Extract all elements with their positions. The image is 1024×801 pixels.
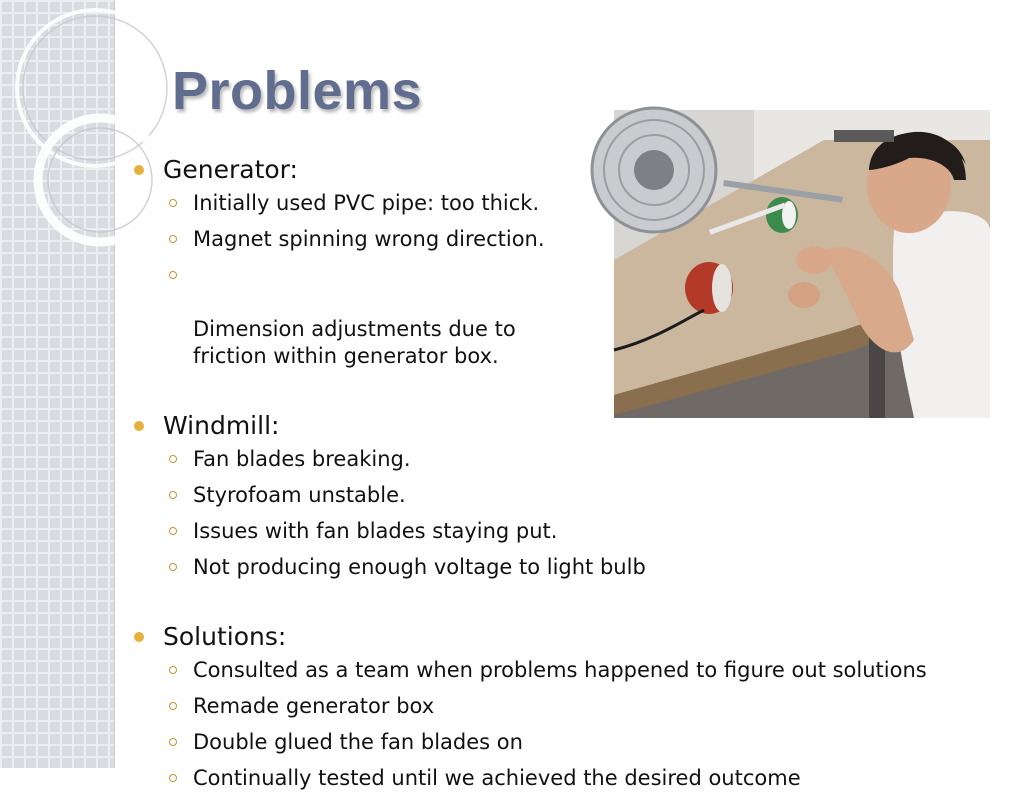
- sub-bullet-item: Continually tested until we achieved the desired outcome: [132, 765, 1012, 792]
- ring-bullet-icon: [169, 455, 177, 463]
- slide-body: [132, 150, 1012, 801]
- section-solutions: [132, 617, 1012, 792]
- bullet-dot-icon: [134, 165, 144, 175]
- ring-bullet-icon: [169, 702, 177, 710]
- section-windmill: [132, 406, 1012, 581]
- sub-bullet-item: Styrofoam unstable.: [132, 482, 1012, 509]
- bullet-item: [132, 406, 1012, 446]
- sub-bullet-list: [132, 657, 1012, 792]
- bullet-item: [132, 617, 1012, 657]
- section-generator: [132, 150, 1012, 370]
- ring-bullet-icon: [169, 491, 177, 499]
- sub-bullet-list: [132, 446, 1012, 581]
- sub-bullet-item: Dimension adjustments due to friction within generator box.: [132, 262, 1012, 370]
- slide-title: Problems: [172, 61, 423, 121]
- sub-bullet-item: Magnet spinning wrong direction.: [132, 226, 1012, 253]
- sub-bullet-item: Fan blades breaking.: [132, 446, 1012, 473]
- bullet-dot-icon: [134, 421, 144, 431]
- sub-bullet-item: Remade generator box: [132, 693, 1012, 720]
- section-label: Windmill:: [163, 411, 280, 440]
- section-label: Generator:: [163, 155, 298, 184]
- ring-bullet-icon: [169, 199, 177, 207]
- sub-bullet-item: Double glued the fan blades on: [132, 729, 1012, 756]
- ring-bullet-icon: [169, 738, 177, 746]
- decorative-circles: [0, 0, 130, 260]
- spacer: [132, 590, 1012, 617]
- bullet-item: [132, 150, 1012, 190]
- sub-bullet-item: Initially used PVC pipe: too thick.: [132, 190, 1012, 217]
- sub-bullet-item: Not producing enough voltage to light bulb: [132, 554, 1012, 581]
- ring-bullet-icon: [169, 235, 177, 243]
- ring-bullet-icon: [169, 527, 177, 535]
- sub-bullet-item: Consulted as a team when problems happened to figure out solutions: [132, 657, 1012, 684]
- bullet-dot-icon: [134, 632, 144, 642]
- section-label: Solutions:: [163, 622, 287, 651]
- sub-bullet-item: Issues with fan blades staying put.: [132, 518, 1012, 545]
- ring-bullet-icon: [169, 666, 177, 674]
- ring-bullet-icon: [169, 271, 177, 279]
- spacer: [132, 379, 1012, 406]
- sub-bullet-list: [132, 190, 1012, 370]
- ring-bullet-icon: [169, 774, 177, 782]
- ring-bullet-icon: [169, 563, 177, 571]
